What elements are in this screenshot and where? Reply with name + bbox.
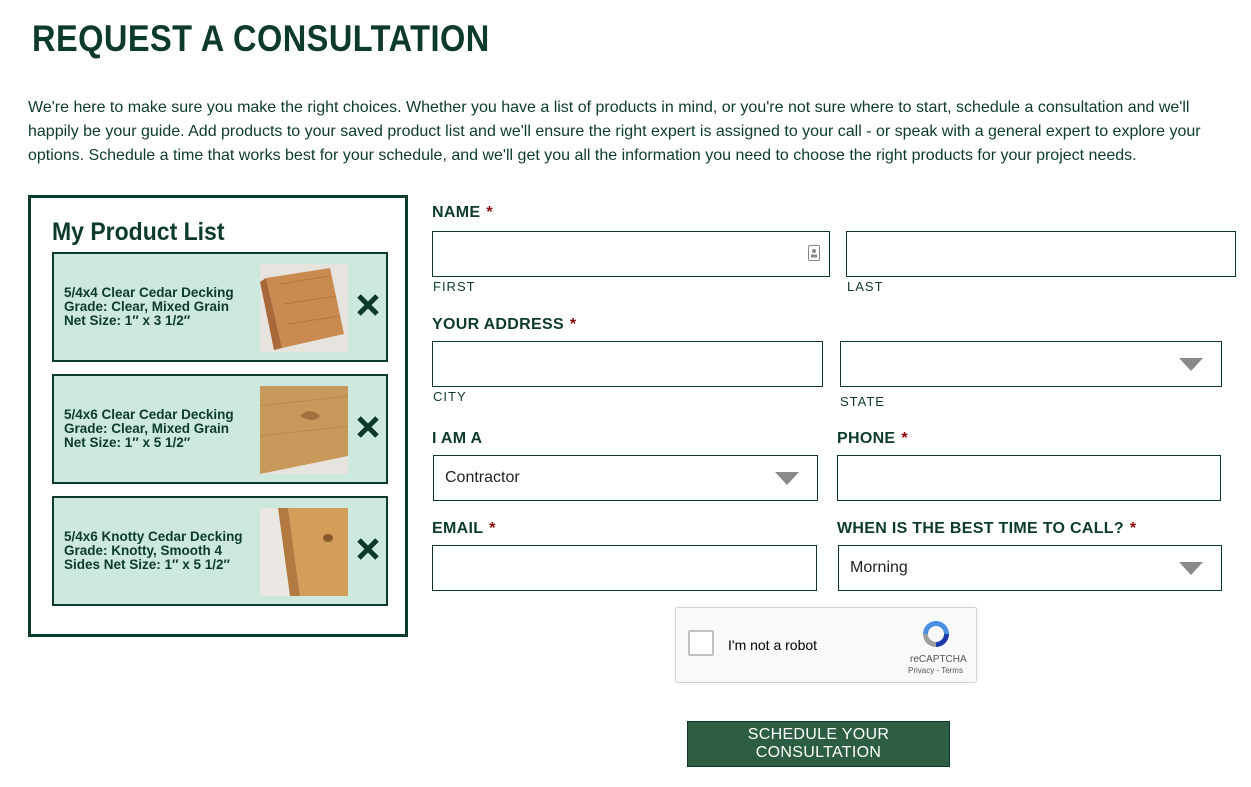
product-description: 5/4x4 Clear Cedar Decking Grade: Clear, Mixed Grain Net Size: 1″ x 3 1/2″ xyxy=(64,285,234,328)
city-sublabel: CITY xyxy=(433,389,467,404)
email-label-text: EMAIL xyxy=(432,520,484,537)
i-am-a-label xyxy=(432,430,482,448)
schedule-consultation-button[interactable]: SCHEDULE YOUR CONSULTATION xyxy=(687,721,950,767)
city-input[interactable] xyxy=(432,341,823,387)
i-am-a-label-text: I AM A xyxy=(432,430,483,447)
best-time-value: Morning xyxy=(850,559,908,576)
recaptcha-widget xyxy=(675,607,977,683)
required-marker: * xyxy=(1129,520,1137,537)
required-marker: * xyxy=(486,204,493,221)
required-marker: * xyxy=(569,316,577,333)
contact-card-icon[interactable] xyxy=(808,245,820,261)
page-title: REQUEST A CONSULTATION xyxy=(32,18,490,59)
recaptcha-logo-icon xyxy=(920,618,952,650)
chevron-down-icon xyxy=(1179,358,1203,371)
recaptcha-label: I'm not a robot xyxy=(728,637,818,653)
name-label-text: NAME xyxy=(432,204,481,221)
best-time-label-text: WHEN IS THE BEST TIME TO CALL? xyxy=(837,520,1124,537)
email-label xyxy=(432,520,496,538)
name-label xyxy=(432,204,493,222)
chevron-down-icon xyxy=(775,472,799,485)
last-sublabel: LAST xyxy=(847,279,884,294)
required-marker: * xyxy=(901,430,908,447)
recaptcha-brand: reCAPTCHA xyxy=(910,654,967,665)
first-sublabel: FIRST xyxy=(433,279,476,294)
phone-label xyxy=(837,430,908,448)
remove-close-icon[interactable] xyxy=(356,415,380,439)
phone-input[interactable] xyxy=(837,455,1221,501)
product-list-panel xyxy=(28,195,408,637)
product-card xyxy=(52,496,388,606)
remove-close-icon[interactable] xyxy=(356,293,380,317)
address-label-text: YOUR ADDRESS xyxy=(432,316,564,333)
state-select[interactable] xyxy=(840,341,1222,387)
recaptcha-checkbox[interactable] xyxy=(688,630,714,656)
email-input[interactable] xyxy=(432,545,817,591)
best-time-label xyxy=(837,520,1136,538)
i-am-a-select[interactable] xyxy=(433,455,818,501)
cedar-board-photo xyxy=(260,264,348,352)
best-time-select[interactable] xyxy=(838,545,1222,591)
knotty-cedar-board-photo xyxy=(260,508,348,596)
product-description: 5/4x6 Clear Cedar Decking Grade: Clear, Mixed Grain Net Size: 1″ x 5 1/2″ xyxy=(64,407,234,450)
phone-label-text: PHONE xyxy=(837,430,896,447)
product-list-heading: My Product List xyxy=(52,218,225,246)
recaptcha-links[interactable]: Privacy - Terms xyxy=(908,666,963,675)
chevron-down-icon xyxy=(1179,562,1203,575)
state-sublabel: STATE xyxy=(840,394,885,409)
cedar-board-photo xyxy=(260,386,348,474)
remove-close-icon[interactable] xyxy=(356,537,380,561)
intro-text: We're here to make sure you make the right choices. Whether you have a list of products in mind, or you're not sure where to start, schedule a consultation and we'll happily be your guide. Add products to your saved product list and we'll ensure the right expert is assigned to your call - or speak with a general expert to explore your options. Schedule a time that works best for your schedule, and we'll get you all the information you need to choose the right products for your project needs. xyxy=(28,99,1201,164)
last-name-input[interactable] xyxy=(846,231,1236,277)
required-marker: * xyxy=(489,520,496,537)
address-label xyxy=(432,316,576,334)
i-am-a-value: Contractor xyxy=(445,469,520,486)
product-description: 5/4x6 Knotty Cedar Decking Grade: Knotty, Smooth 4 Sides Net Size: 1″ x 5 1/2″ xyxy=(64,529,243,572)
product-card xyxy=(52,252,388,362)
first-name-input[interactable] xyxy=(432,231,830,277)
product-card xyxy=(52,374,388,484)
